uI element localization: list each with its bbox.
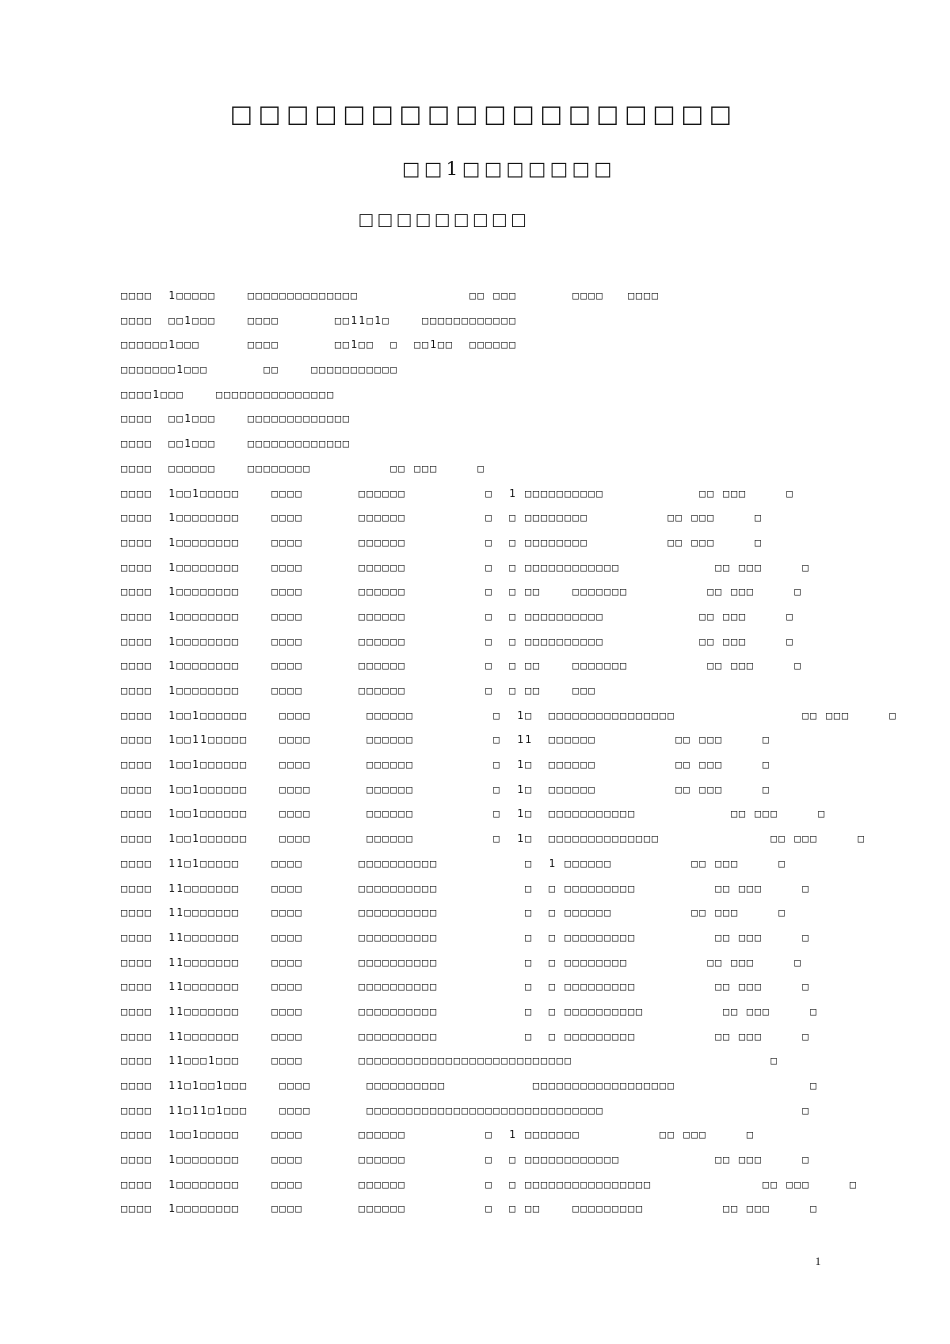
text-line: □□□□ 1□□□□□□□□ □□□□ □□□□□□ □ □ □□□□□□□□ □□ □□□ □	[121, 536, 763, 549]
text-line: □□□□ 11□□□□□□□ □□□□ □□□□□□□□□□ □ □ □□□□□□□□ □□ □□□ □	[121, 956, 803, 969]
text-line: □□□□ 1□□□□□□□□ □□□□ □□□□□□ □ □ □□ □□□□□□□ □□ □□□ □	[121, 586, 803, 599]
document-subtitle: □□1□□□□□□□	[402, 158, 616, 180]
text-line: □□□□1□□□ □□□□□□□□□□□□□□□	[121, 388, 335, 401]
text-line: □□□□ 1□□1□□□□□□ □□□□ □□□□□□ □ 1□ □□□□□□ □□ □□□ □	[121, 783, 771, 796]
text-line: □□□□ 11□11□1□□□ □□□□ □□□□□□□□□□□□□□□□□□□□□□□□□□□□□□ □	[121, 1104, 811, 1117]
text-line: □□□□ 1□□□□□□□□ □□□□ □□□□□□ □ □ □□ □□□	[121, 685, 597, 697]
text-line: □□□□ 1□□11□□□□□ □□□□ □□□□□□ □ 11 □□□□□□ □□ □□□ □	[121, 734, 771, 747]
text-line: □□□□ 1□□□□□□□□ □□□□ □□□□□□ □ □ □□ □□□□□□□ □□ □□□ □	[121, 660, 803, 673]
text-line: □□□□ □□1□□□ □□□□□□□□□□□□□	[121, 413, 351, 426]
text-line: □□□□ 11□1□□1□□□ □□□□ □□□□□□□□□□ □□□□□□□□□□□□□□□□□□ □	[121, 1080, 819, 1092]
text-line: □□□□ 11□□□□□□□ □□□□ □□□□□□□□□□ □ □ □□□□□□□□□ □□ □□□ □	[121, 931, 811, 944]
document-title: □□□□□□□□□□□□□□□□□□	[230, 100, 738, 128]
text-line: □□□□ □□□□□□ □□□□□□□□ □□ □□□ □	[121, 462, 486, 475]
text-line: □□□□ 11□□□□□□□ □□□□ □□□□□□□□□□ □ □ □□□□□□□□□ □□ □□□ □	[121, 1030, 811, 1043]
text-line: □□□□ □□1□□□ □□□□ □□11□1□ □□□□□□□□□□□□	[121, 314, 518, 327]
document-subtitle-secondary: □□□□□□□□□	[358, 210, 530, 230]
text-line: □□□□ 11□1□□□□□ □□□□ □□□□□□□□□□ □ 1 □□□□□□ □□ □□□ □	[121, 857, 787, 870]
text-line: □□□□□□1□□□ □□□□ □□1□□ □ □□1□□ □□□□□□	[121, 339, 518, 352]
text-line: □□□□ 11□□□□□□□ □□□□ □□□□□□□□□□ □ □ □□□□□□□□□ □□ □□□ □	[121, 882, 811, 895]
text-line: □□□□ 1□□1□□□□□□ □□□□ □□□□□□ □ 1□ □□□□□□□□□□□□□□ □□ □□□ □	[121, 833, 866, 846]
text-line: □□□□ 11□□□1□□□ □□□□ □□□□□□□□□□□□□□□□□□□□□□□□□□□ □	[121, 1055, 779, 1068]
text-line: □□□□ 1□□1□□□□□ □□□□ □□□□□□ □ 1 □□□□□□□ □□ □□□ □	[121, 1129, 755, 1142]
text-line: □□□□ 11□□□□□□□ □□□□ □□□□□□□□□□ □ □ □□□□□□ □□ □□□ □	[121, 907, 787, 920]
document-body	[121, 284, 897, 1222]
text-line: □□□□ 1□□□□□□□□ □□□□ □□□□□□ □ □ □□□□□□□□□□ □□ □□□ □	[121, 635, 795, 648]
text-line: □□□□ 11□□□□□□□ □□□□ □□□□□□□□□□ □ □ □□□□□□□□□□ □□ □□□ □	[121, 1005, 819, 1018]
text-line: □□□□ 1□□□□□□□□ □□□□ □□□□□□ □ □ □□□□□□□□□□□□□□□□ □□ □□□ □	[121, 1178, 858, 1191]
text-line: □□□□ 1□□1□□□□□□ □□□□ □□□□□□ □ 1□ □□□□□□□□□□□ □□ □□□ □	[121, 808, 827, 821]
text-line: □□□□ 1□□□□□□□□ □□□□ □□□□□□ □ □ □□ □□□□□□□□□ □□ □□□ □	[121, 1203, 819, 1216]
text-line: □□□□ 1□□□□□□□□ □□□□ □□□□□□ □ □ □□□□□□□□□□ □□ □□□ □	[121, 610, 795, 623]
page-number: 1	[815, 1254, 821, 1268]
text-line: □□□□ 1□□1□□□□□□ □□□□ □□□□□□ □ 1□ □□□□□□□□□□□□□□□□ □□ □□□ □	[121, 709, 898, 722]
text-line: □□□□ □□1□□□ □□□□□□□□□□□□□	[121, 438, 351, 451]
text-line: □□□□ 1□□1□□□□□□ □□□□ □□□□□□ □ 1□ □□□□□□ □□ □□□ □	[121, 759, 771, 772]
text-line: □□□□ 1□□1□□□□□ □□□□ □□□□□□ □ 1 □□□□□□□□□□ □□ □□□ □	[121, 487, 795, 500]
text-line: □□□□ 1□□□□□□□□ □□□□ □□□□□□ □ □ □□□□□□□□□□□□ □□ □□□ □	[121, 561, 811, 574]
text-line: □□□□ 1□□□□□ □□□□□□□□□□□□□□ □□ □□□ □□□□ □□□□	[121, 290, 660, 302]
text-line: □□□□ 1□□□□□□□□ □□□□ □□□□□□ □ □ □□□□□□□□ □□ □□□ □	[121, 512, 763, 525]
text-line: □□□□□□□1□□□ □□ □□□□□□□□□□□	[121, 364, 399, 377]
text-line: □□□□ 11□□□□□□□ □□□□ □□□□□□□□□□ □ □ □□□□□□□□□ □□ □□□ □	[121, 981, 811, 994]
text-line: □□□□ 1□□□□□□□□ □□□□ □□□□□□ □ □ □□□□□□□□□□□□ □□ □□□ □	[121, 1154, 811, 1167]
